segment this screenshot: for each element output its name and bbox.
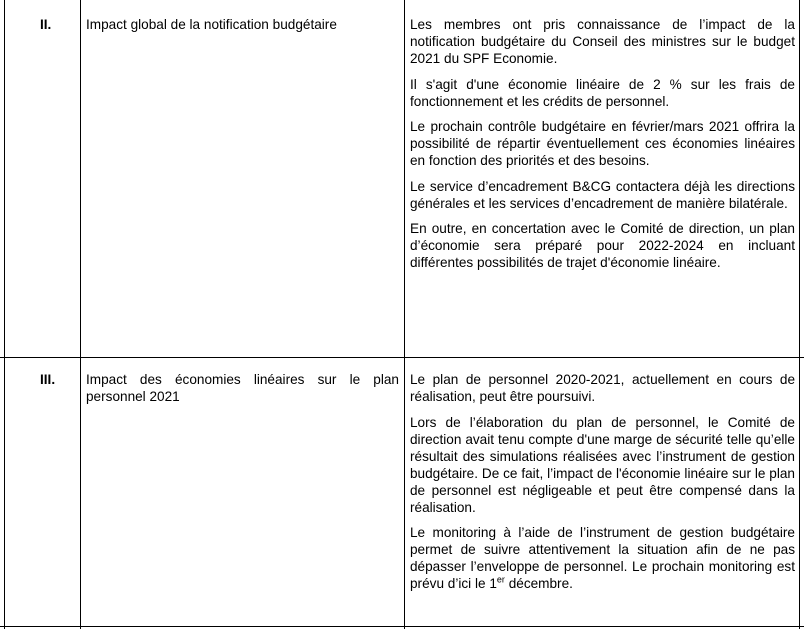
row-content bbox=[410, 16, 795, 271]
content-paragraph: Il s'agit d'une économie linéaire de 2 % sur les frais de fonctionnement et les crédits de personnel. bbox=[410, 76, 795, 109]
row-topic: Impact global de la notification budgétaire bbox=[86, 17, 337, 32]
row-content bbox=[410, 371, 795, 592]
table-border-left bbox=[4, 0, 5, 629]
row-number: II. bbox=[40, 17, 52, 32]
row-topic: Impact des économies linéaires sur le plan personnel 2021 bbox=[86, 372, 399, 404]
content-paragraph: Le service d’encadrement B&CG contactera déjà les directions générales et les services d’encadrement de manière bilatérale. bbox=[410, 178, 795, 211]
ordinal-superscript: er bbox=[496, 574, 505, 585]
table-row-divider bbox=[0, 357, 804, 358]
row-number: III. bbox=[40, 372, 56, 387]
paragraph-text: Le monitoring à l’aide de l’instrument de gestion budgétaire permet de suivre attentivement la situation afin de ne pas dépasser l’enveloppe de personnel. Le prochain monitoring est prévu d’ici le 1 bbox=[410, 525, 795, 591]
content-paragraph: Le plan de personnel 2020-2021, actuellement en cours de réalisation, peut être poursuivi. bbox=[410, 372, 795, 404]
content-paragraph: Lors de l’élaboration du plan de personnel, le Comité de direction avait tenu compte d'une marge de sécurité telle qu’elle résultait des simulations réalisées avec l’instrument de gestion budgétaire. De ce fait, l’impact de l'économie linéaire sur le plan de personnel est négligeable et peut être compensé dans la réalisation. bbox=[410, 414, 795, 515]
content-paragraph: Le prochain contrôle budgétaire en février/mars 2021 offrira la possibilité de répartir éventuellement ces économies linéaires en fonction des priorités et des besoins. bbox=[410, 119, 795, 168]
table-column-divider-1 bbox=[80, 0, 81, 629]
table-border-right bbox=[799, 0, 800, 629]
content-paragraph: En outre, en concertation avec le Comité de direction, un plan d’économie sera préparé pour 2022-2024 en incluant différentes possibilités de trajet d'économie linéaire. bbox=[410, 221, 795, 270]
content-paragraph bbox=[410, 524, 795, 592]
paragraph-text: décembre. bbox=[504, 576, 573, 591]
content-paragraph: Les membres ont pris connaissance de l’impact de la notification budgétaire du Conseil des ministres sur le budget 2021 du SPF Economie. bbox=[410, 17, 795, 66]
table-column-divider-2 bbox=[404, 0, 405, 629]
table-row-divider bbox=[0, 626, 804, 627]
